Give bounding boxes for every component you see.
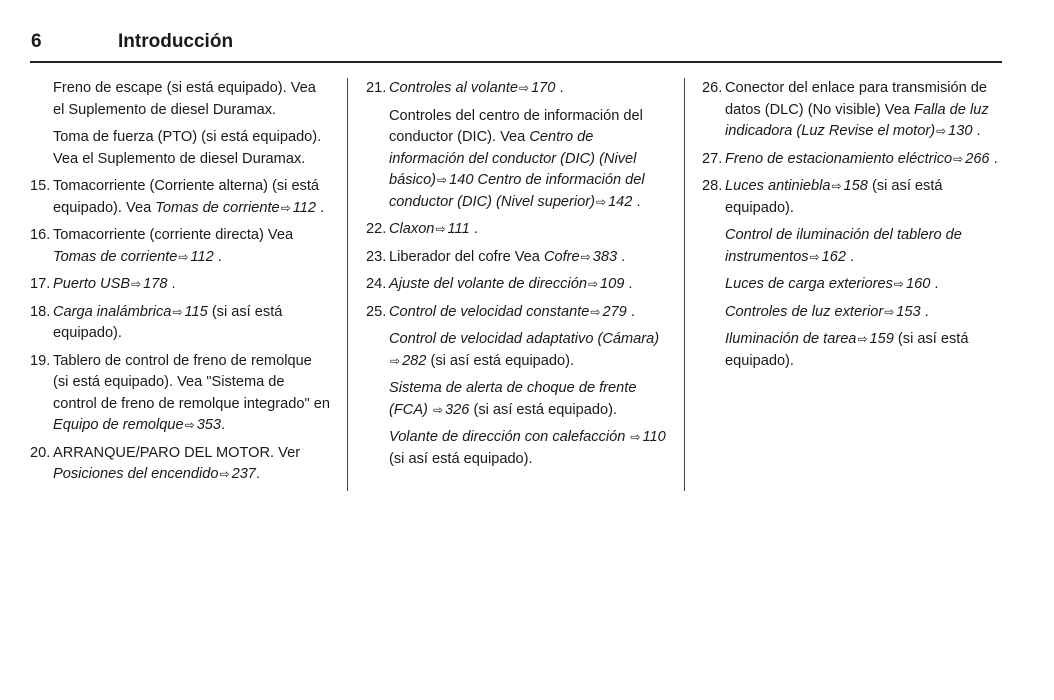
arrow-right-icon: ⇨ — [596, 194, 607, 209]
item-number: 16. — [30, 227, 51, 243]
xref-link[interactable]: Freno de estacionamiento eléctrico — [725, 150, 953, 167]
xref-link[interactable]: Tomas de corriente — [53, 248, 178, 265]
item-text: Tomacorriente (corriente directa) Vea — [53, 227, 294, 243]
xref-link[interactable]: Carga inalámbrica — [53, 303, 172, 320]
xref-link[interactable]: Luces de carga exteriores — [725, 276, 893, 292]
page-ref[interactable]: 115 — [184, 303, 208, 320]
list-item-26: 26. Conector del enlace para transmisión de datos (DLC) (No visible) Vea Falla de luz indicadora (Luz Revise el motor)⇨ 130 . — [702, 78, 1002, 143]
list-item-23: 23. Liberador del cofre Vea Cofre⇨ 383 . — [366, 247, 671, 269]
xref-link[interactable]: Controles al volante — [389, 80, 518, 96]
arrow-right-icon: ⇨ — [953, 151, 964, 166]
arrow-right-icon: ⇨ — [936, 124, 947, 138]
page-ref[interactable]: 110 — [642, 429, 666, 445]
xref-link[interactable]: Claxon — [389, 221, 435, 237]
list-item-22: 22. Claxon⇨ 111 . — [366, 219, 671, 241]
intro-pto: Toma de fuerza (PTO) (si está equipado). Vea el Suplemento de diesel Duramax. — [53, 129, 322, 167]
xref-link[interactable]: Ajuste del volante de dirección — [389, 276, 587, 292]
item-text: Conector del enlace para transmisión de datos (DLC) (No visible) Vea — [725, 80, 988, 118]
xref-link[interactable]: Equipo de remolque — [53, 417, 184, 433]
list-item-19: 19. Tablero de control de freno de remolque (si está equipado). Vea "Sistema de control de freno de remolque integrado" en Equipo de remolque⇨ 353. — [30, 351, 330, 437]
xref-link[interactable]: Centro de información del conductor (DIC) (Nivel básico) — [389, 129, 637, 188]
xref-link[interactable]: Puerto USB — [53, 276, 131, 292]
page-header — [30, 30, 1002, 60]
list-item-18: 18. Carga inalámbrica⇨ 115 (si así está equipado). — [30, 303, 283, 341]
arrow-right-icon: ⇨ — [432, 402, 444, 417]
list-item-28: 28. Luces antiniebla⇨ 158 (si así está equipado). Control de iluminación del tablero de instrumentos⇨ 162 . Luces de carga exteriores⇨ 160 . Controles de luz exterior⇨ 153 . Iluminación de tarea⇨ 159 (si así está equipado). — [702, 178, 969, 369]
item-number: 17. — [30, 276, 51, 292]
list-item-24: 24. Ajuste del volante de dirección⇨ 109 . — [366, 274, 671, 296]
item-number: 21. — [366, 80, 387, 96]
item-number: 23. — [366, 248, 387, 265]
xref-link[interactable]: Sistema de alerta de choque de frente (FCA) — [389, 380, 637, 418]
list-item-15: 15. Tomacorriente (Corriente alterna) (si está equipado). Vea Tomas de corriente⇨ 112 . — [30, 176, 330, 219]
item-text: Tablero de control de freno de remolque (si está equipado). Vea "Sistema de control de freno de remolque integrado" en — [53, 352, 330, 412]
item-number: 26. — [702, 80, 723, 96]
page-ref[interactable]: 109 — [600, 276, 625, 292]
page-ref[interactable]: 162 — [821, 248, 846, 265]
list-item-25: 25. Control de velocidad constante⇨ 279 . Control de velocidad adaptativo (Cámara) ⇨ 282 (si así está equipado). Sistema de alerta de choque de frente (FCA) ⇨ 326 (si así está equipado). Volante de dirección con calefacción ⇨ 110 (si así está equipado). — [366, 303, 666, 467]
item-number: 28. — [702, 178, 723, 194]
arrow-right-icon: ⇨ — [131, 277, 142, 291]
page-ref[interactable]: 112 — [292, 199, 316, 216]
item-number: 20. — [30, 444, 51, 461]
page-ref[interactable]: 160 — [905, 276, 931, 292]
arrow-right-icon: ⇨ — [857, 332, 868, 346]
xref-link[interactable]: Control de velocidad constante — [389, 303, 590, 320]
column-divider-2 — [684, 78, 685, 491]
arrow-right-icon: ⇨ — [590, 304, 601, 319]
page-ref[interactable]: 140 — [449, 172, 474, 188]
arrow-right-icon: ⇨ — [437, 173, 448, 187]
page-ref[interactable]: 237 — [231, 466, 256, 482]
column-2 — [366, 78, 671, 476]
column-1 — [30, 78, 330, 492]
page-ref[interactable]: 158 — [843, 178, 868, 194]
arrow-right-icon: ⇨ — [178, 249, 189, 264]
page-ref[interactable]: 279 — [602, 303, 627, 320]
xref-link[interactable]: Tomas de corriente — [155, 199, 280, 216]
list-item-21: 21. Controles al volante⇨ 170 . Controles del centro de información del conductor (DIC). Vea Centro de información del conductor (DIC) (Nivel básico)⇨ 140 Centro de información del conductor (DIC) (Nivel superior)⇨ 142 . — [366, 78, 671, 213]
list-item-16: 16. Tomacorriente (corriente directa) Vea Tomas de corriente⇨ 112 . — [30, 225, 330, 268]
item-number: 19. — [30, 352, 51, 369]
page-ref[interactable]: 353 — [196, 417, 222, 433]
item-number: 24. — [366, 276, 387, 292]
list-item-17: 17. Puerto USB⇨ 178 . — [30, 274, 330, 296]
intro-escape-brake: Freno de escape (si está equipado). Vea el Suplemento de diesel Duramax. — [53, 80, 316, 118]
arrow-right-icon: ⇨ — [893, 277, 904, 291]
arrow-right-icon: ⇨ — [809, 249, 820, 264]
item-number: 18. — [30, 303, 51, 320]
list-item-20: 20. ARRANQUE/PARO DEL MOTOR. Ver Posiciones del encendido⇨ 237. — [30, 443, 330, 486]
arrow-right-icon: ⇨ — [831, 179, 842, 193]
chapter-title: Introducción — [118, 31, 234, 52]
arrow-right-icon: ⇨ — [184, 418, 195, 432]
item-text: ARRANQUE/PARO DEL MOTOR. Ver — [53, 444, 301, 461]
xref-link[interactable]: Falla de luz indicadora (Luz Revise el motor) — [725, 101, 989, 139]
column-3 — [702, 78, 1002, 378]
page-number: 6 — [31, 31, 42, 52]
page-ref[interactable]: 326 — [445, 401, 470, 418]
xref-link[interactable]: Luces antiniebla — [725, 178, 831, 194]
xref-link[interactable]: Cofre — [543, 248, 580, 265]
xref-link[interactable]: Centro de información del conductor (DIC) (Nivel superior) — [389, 172, 645, 210]
xref-link[interactable]: Volante de dirección con calefacción — [389, 429, 626, 445]
arrow-right-icon: ⇨ — [280, 200, 291, 215]
arrow-right-icon: ⇨ — [172, 304, 183, 319]
arrow-right-icon: ⇨ — [884, 304, 895, 319]
header-rule — [30, 61, 1002, 63]
page-ref[interactable]: 111 — [447, 221, 470, 237]
item-text: Controles del centro de información del conductor (DIC). Vea — [389, 107, 643, 145]
item-text: Tomacorriente (Corriente alterna) (si está equipado). Vea — [53, 178, 320, 216]
xref-link[interactable]: Control de iluminación del tablero de instrumentos — [725, 227, 962, 265]
page-ref[interactable]: 142 — [608, 193, 633, 210]
page-ref[interactable]: 112 — [190, 248, 214, 265]
xref-link[interactable]: Posiciones del encendido — [53, 466, 219, 482]
page-ref[interactable]: 282 — [402, 352, 427, 369]
item-number: 15. — [30, 178, 51, 194]
arrow-right-icon: ⇨ — [630, 430, 641, 444]
arrow-right-icon: ⇨ — [580, 249, 591, 264]
page-ref[interactable]: 266 — [965, 150, 990, 167]
xref-link[interactable]: Controles de luz exterior — [725, 303, 884, 320]
page-ref[interactable]: 153 — [896, 303, 921, 320]
page-ref[interactable]: 130 — [948, 123, 973, 139]
arrow-right-icon: ⇨ — [587, 277, 599, 291]
item-number: 25. — [366, 303, 387, 320]
list-item-27: 27. Freno de estacionamiento eléctrico⇨ 266 . — [702, 149, 1002, 171]
column-divider-1 — [347, 78, 348, 491]
arrow-right-icon: ⇨ — [390, 353, 401, 368]
item-text: Liberador del cofre Vea — [389, 248, 544, 265]
xref-link[interactable]: Iluminación de tarea — [725, 331, 857, 347]
arrow-right-icon: ⇨ — [435, 222, 446, 236]
page-ref[interactable]: 159 — [869, 331, 894, 347]
arrow-right-icon: ⇨ — [519, 81, 530, 95]
page-ref[interactable]: 383 — [592, 248, 618, 265]
page-ref[interactable]: 178 — [143, 276, 168, 292]
xref-link[interactable]: Control de velocidad adaptativo (Cámara) — [389, 331, 660, 347]
item-number: 27. — [702, 150, 723, 167]
arrow-right-icon: ⇨ — [219, 467, 230, 481]
page-ref[interactable]: 170 — [531, 80, 556, 96]
item-number: 22. — [366, 221, 387, 237]
